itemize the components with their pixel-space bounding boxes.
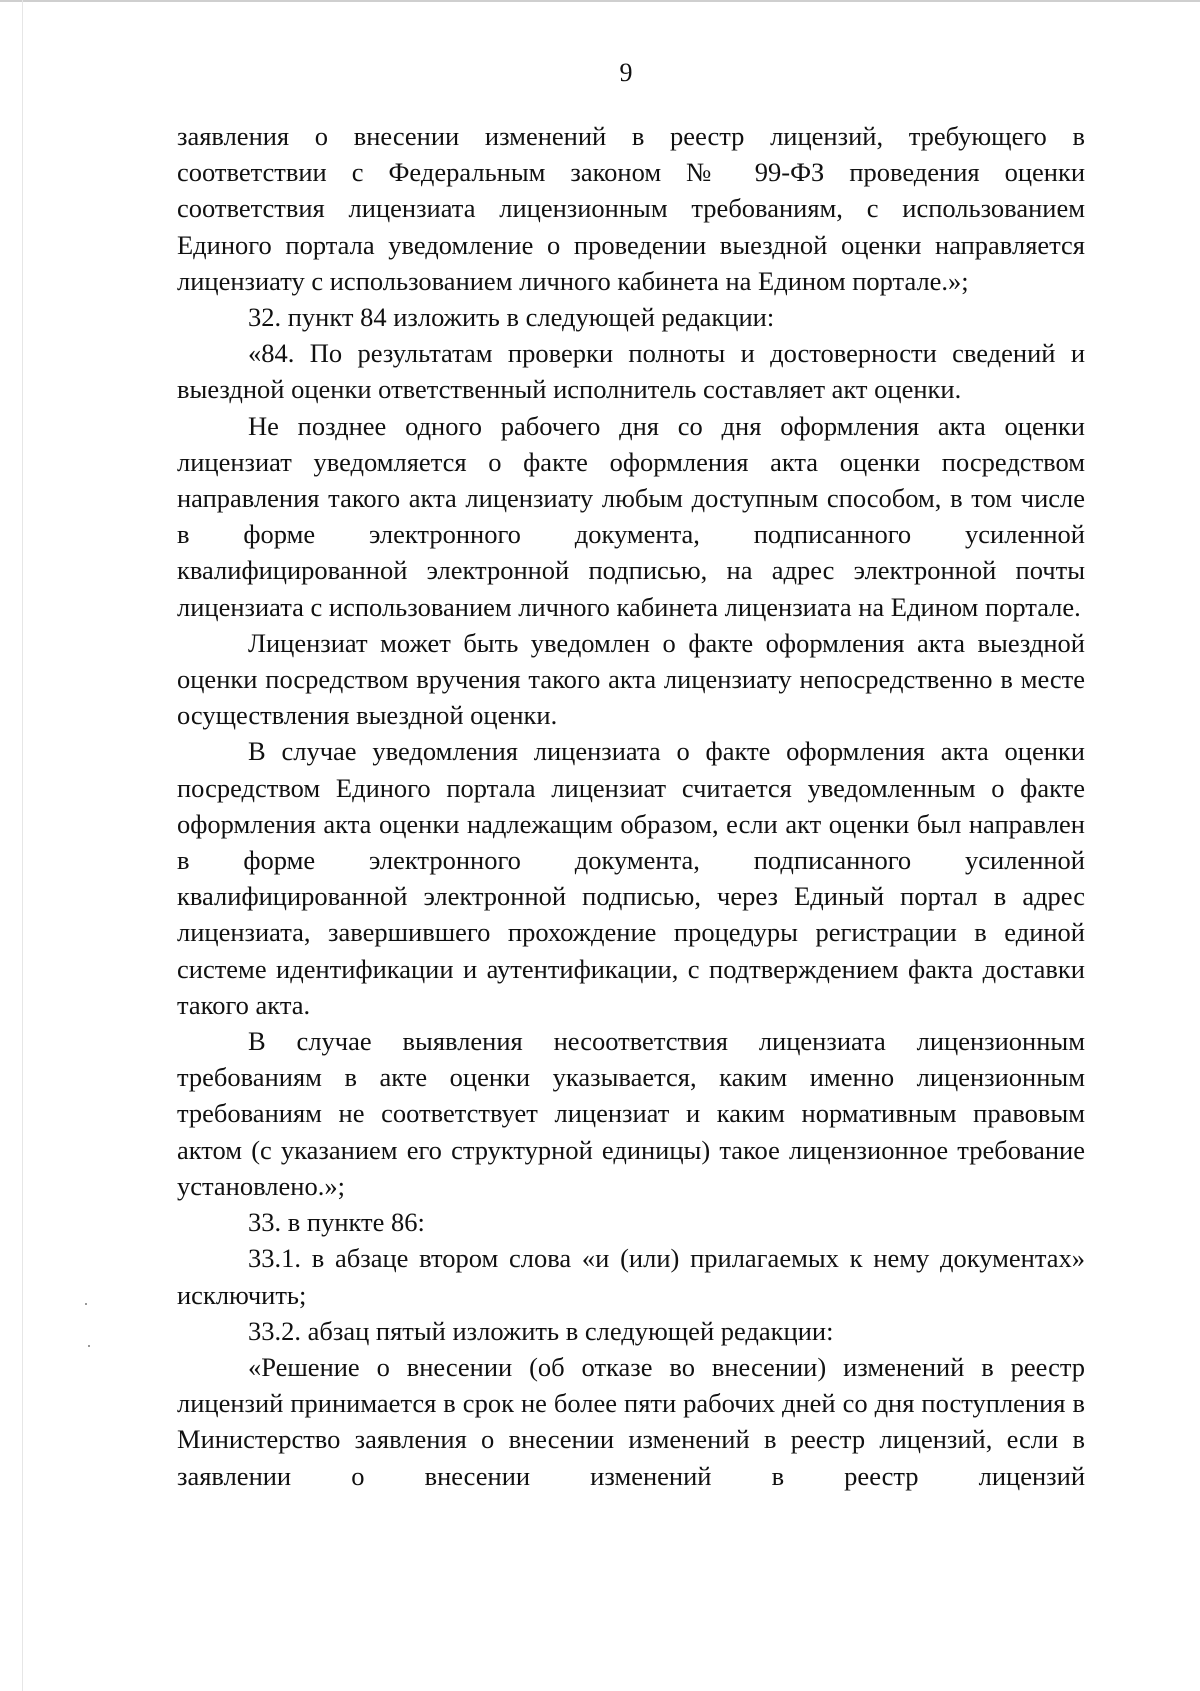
scan-speck	[88, 1345, 90, 1347]
page-number: 9	[619, 58, 633, 87]
document-body	[177, 118, 1085, 1494]
paragraph-2: «84. По результатам проверки полноты и достоверности сведений и выездной оценки ответственный исполнитель составляет акт оценки.	[177, 338, 1085, 405]
paragraph-3: Не позднее одного рабочего дня со дня оформления акта оценки лицензиат уведомляется о факте оформления акта оценки посредством направления такого акта лицензиату любым доступным способом, в том числе в форме электронного документа, подписанного усиленной квалифицированной электронной подписью, на адрес электронной почты лицензиата с использованием личного кабинета лицензиата на Едином портале.	[177, 410, 1085, 622]
paragraph-6: В случае выявления несоответствия лицензиата лицензионным требованиям в акте оценки указывается, каким именно лицензионным требованиям не соответствует лицензиат и каким нормативным правовым актом (с указанием его структурной единицы) такое лицензионное требование установлено.»;	[177, 1026, 1085, 1201]
scan-top-edge	[0, 0, 1200, 2]
paragraph-4: Лицензиат может быть уведомлен о факте оформления акта выездной оценки посредством вручения такого акта лицензиату непосредственно в месте осуществления выездной оценки.	[177, 627, 1085, 731]
scan-left-edge	[22, 0, 23, 1691]
paragraph-5: В случае уведомления лицензиата о факте оформления акта оценки посредством Единого портала лицензиат считается уведомленным о факте оформления акта оценки надлежащим образом, если акт оценки был направлен в форме электронного документа, подписанного усиленной квалифицированной электронной подписью, через Единый портал в адрес лицензиата, завершившего прохождение процедуры регистрации в единой системе идентификации и аутентификации, с подтверждением факта доставки такого акта.	[177, 736, 1085, 1020]
paragraph-7: 33. в пункте 86:	[248, 1207, 425, 1238]
paragraph-8: 33.1. в абзаце втором слова «и (или) прилагаемых к нему документах» исключить;	[177, 1243, 1085, 1310]
paragraph-0: заявления о внесении изменений в реестр лицензий, требующего в соответствии с Федеральным законом № 99-ФЗ проведения оценки соответствия лицензиата лицензионным требованиям, с использованием Единого портала уведомление о проведении выездной оценки направляется лицензиату с использованием личного кабинета на Едином портале.»;	[177, 121, 1085, 296]
paragraph-10: «Решение о внесении (об отказе во внесении) изменений в реестр лицензий принимается в срок не более пяти рабочих дней со дня поступления в Министерство заявления о внесении изменений в реестр лицензий, если в заявлении о внесении изменений в реестр лицензий	[177, 1351, 1085, 1491]
paragraph-1: 32. пункт 84 изложить в следующей редакции:	[248, 302, 775, 333]
paragraph-9: 33.2. абзац пятый изложить в следующей редакции:	[248, 1315, 834, 1346]
scan-speck	[85, 1303, 87, 1305]
